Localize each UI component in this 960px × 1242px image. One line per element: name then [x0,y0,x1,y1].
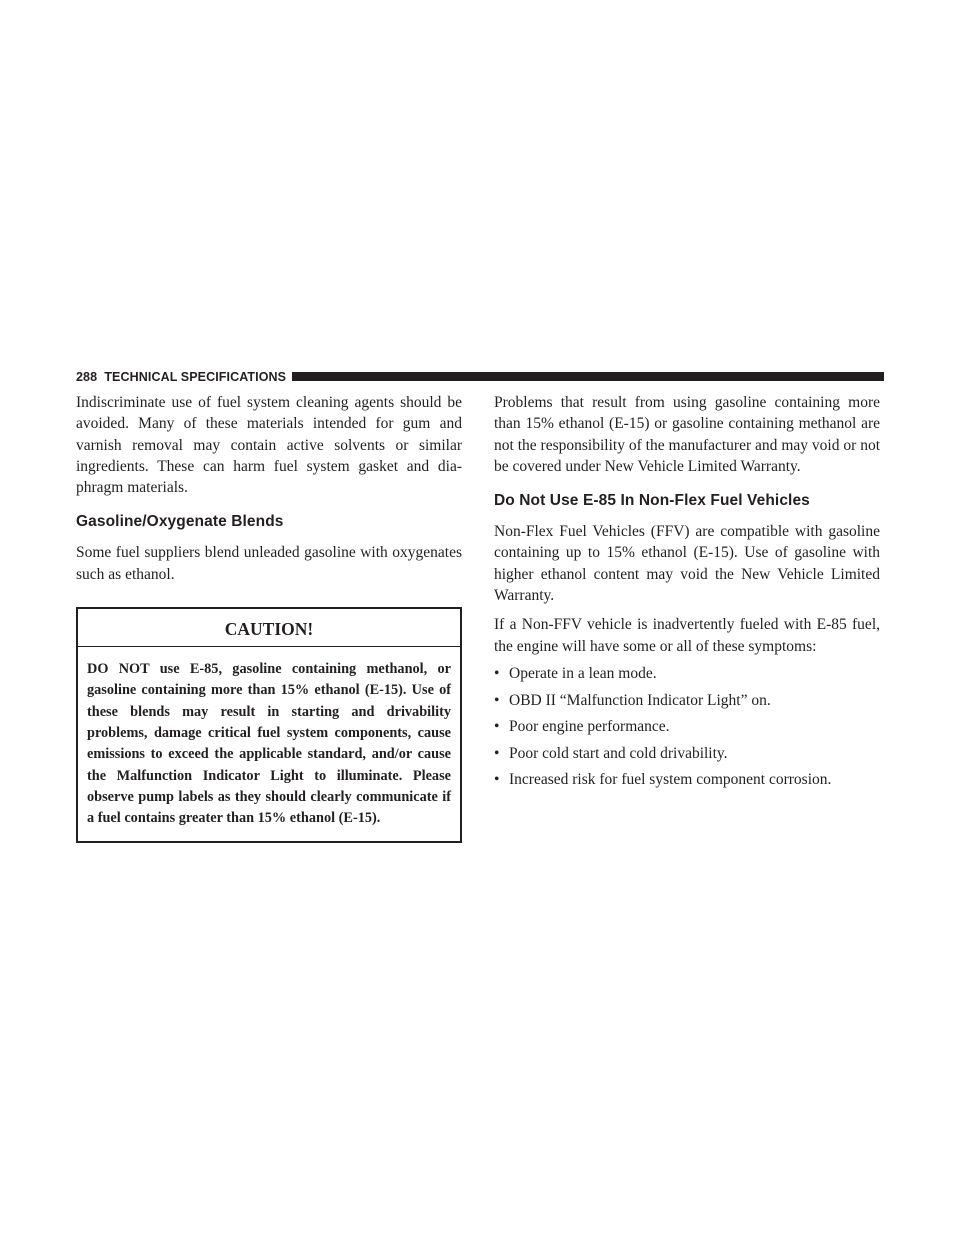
caution-text: DO NOT use E-85, gasoline containing methanol, or gasoline containing more than 15% ethanol (E-15). Use of these blends may result in starting and drivability problems, damage critical fuel system components, cause emissions to exceed the applicable standard, and/or cause the Malfunction Indicator Light to illuminate. Please observe pump labels as they should clearly communicate if a fuel contains greater than 15% ethanol (E-15). [87,661,451,827]
list-item [494,769,880,790]
symptom-text: Operate in a lean mode. [509,664,657,682]
list-item [494,716,880,737]
header-rule [292,372,884,381]
list-item [494,743,880,764]
bullet-icon: • [494,744,500,762]
symptom-text: Poor engine performance. [509,718,670,736]
page-header [76,368,884,386]
bullet-icon: • [494,691,500,709]
bullet-icon: • [494,664,500,682]
e85-heading: Do Not Use E-85 In Non-Flex Fuel Vehicles [494,492,810,510]
list-item [494,690,880,711]
symptoms-intro-paragraph: If a Non-FFV vehicle is inadvertently fueled with E-85 fuel, the engine will have some or all of these symptoms: [494,616,880,655]
symptom-text: OBD II “Malfunction Indicator Light” on. [509,691,771,709]
warranty-problems-paragraph: Problems that result from using gasoline containing more than 15% ethanol (E-15) or gasoline containing methanol are not the responsibility of the manufacturer and may void or not be covered under New Vehicle Limited Warranty. [494,394,880,475]
right-column [494,392,880,796]
oxygenate-blends-paragraph: Some fuel suppliers blend unleaded gasoline with oxygenates such as ethanol. [76,544,462,583]
ffv-compatibility-paragraph: Non-Flex Fuel Vehicles (FFV) are compatible with gasoline containing up to 15% ethanol (E-15). Use of gasoline with higher ethanol content may void the New Vehicle Limited Warranty. [494,523,880,605]
oxygenate-blends-heading: Gasoline/Oxygenate Blends [76,513,284,531]
page-header-text [76,368,286,386]
left-column [76,392,462,843]
symptom-text: Increased risk for fuel system component corrosion. [509,771,832,789]
caution-title: CAUTION! [78,609,460,647]
section-title: TECHNICAL SPECIFICATIONS [104,370,287,384]
symptoms-list [494,663,880,791]
page-number: 288 [76,370,98,384]
cleaning-agents-paragraph: Indiscriminate use of fuel system cleaning agents should be avoided. Many of these materials intended for gum and varnish removal may contain active solvents or similar ingredients. These can harm fuel system gasket and diaphragm materials. [76,394,462,497]
symptom-text: Poor cold start and cold drivability. [509,744,728,762]
bullet-icon: • [494,771,500,789]
list-item [494,663,880,684]
caution-box [76,607,462,843]
bullet-icon: • [494,718,500,736]
